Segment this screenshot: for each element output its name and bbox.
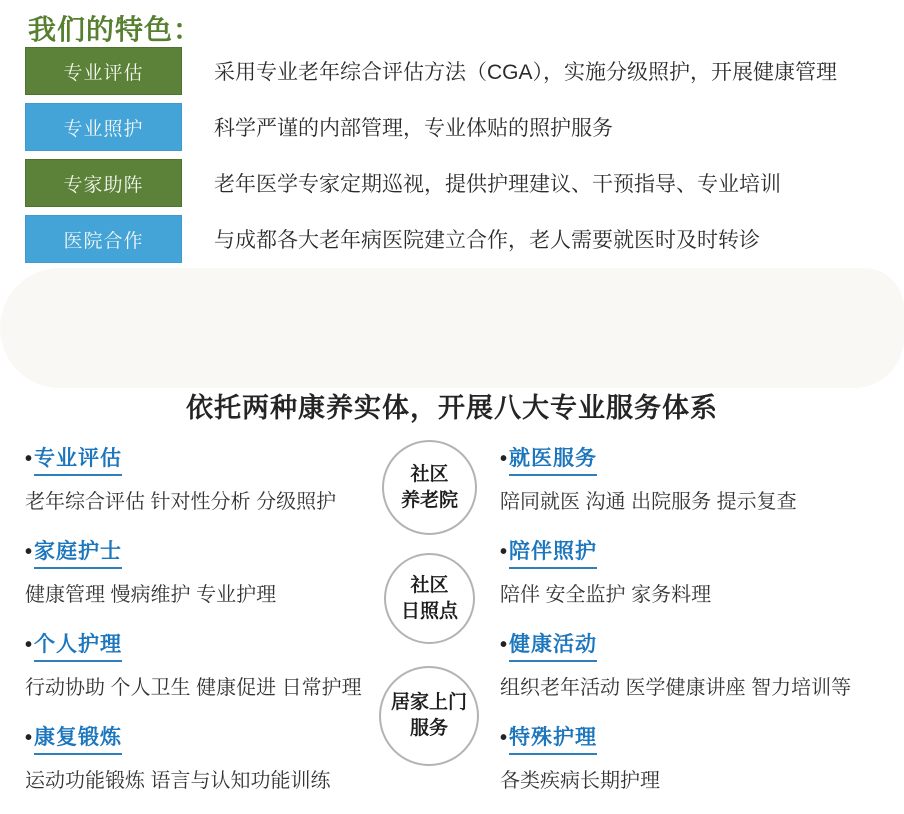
background-tint — [0, 268, 904, 388]
services-title: 依托两种康养实体，开展八大专业服务体系 — [186, 393, 718, 423]
entity-circle-community-daycare — [384, 553, 475, 644]
service-link-companion-care[interactable]: 陪伴照护 — [509, 535, 597, 569]
bullet-icon: • — [25, 634, 33, 656]
bullet-icon: • — [500, 727, 508, 749]
feature-label-box — [25, 159, 182, 207]
bullet-icon: • — [25, 541, 33, 563]
services-left-column — [25, 442, 375, 814]
feature-row — [25, 215, 885, 263]
service-link-health-activities[interactable]: 健康活动 — [509, 628, 597, 662]
service-link-special-nursing[interactable]: 特殊护理 — [509, 721, 597, 755]
entity-circle-community-nursing-home — [382, 440, 477, 535]
service-description: 行动协助 个人卫生 健康促进 日常护理 — [25, 677, 362, 699]
service-item — [25, 442, 375, 514]
entity-line: 社区 — [410, 463, 449, 485]
feature-label-box — [25, 215, 182, 263]
bullet-icon: • — [500, 448, 508, 470]
service-item — [500, 628, 880, 700]
service-description: 老年综合评估 针对性分析 分级照护 — [25, 491, 337, 513]
service-link-medical-escort[interactable]: 就医服务 — [509, 442, 597, 476]
service-link-professional-assessment[interactable]: 专业评估 — [34, 442, 122, 476]
service-item — [25, 721, 375, 793]
service-item — [500, 721, 880, 793]
service-item — [500, 442, 880, 514]
feature-label: 专家助阵 — [63, 174, 144, 196]
service-link-family-nurse[interactable]: 家庭护士 — [34, 535, 122, 569]
feature-label: 专业评估 — [63, 62, 144, 84]
bullet-icon: • — [25, 448, 33, 470]
service-description: 运动功能锻炼 语言与认知功能训练 — [25, 770, 331, 792]
service-link-rehab-exercise[interactable]: 康复锻炼 — [34, 721, 122, 755]
features-heading: 我们的特色： — [28, 14, 203, 45]
bullet-icon: • — [500, 541, 508, 563]
bullet-icon: • — [25, 727, 33, 749]
service-link-personal-care[interactable]: 个人护理 — [34, 628, 122, 662]
service-description: 陪同就医 沟通 出院服务 提示复查 — [500, 491, 797, 513]
services-right-column — [500, 442, 880, 814]
feature-description: 采用专业老年综合评估方法（CGA），实施分级照护，开展健康管理 — [214, 61, 838, 84]
service-description: 组织老年活动 医学健康讲座 智力培训等 — [500, 677, 852, 699]
entity-line: 居家上门 — [390, 692, 467, 714]
feature-row — [25, 103, 885, 151]
feature-label-box — [25, 103, 182, 151]
service-item — [500, 535, 880, 607]
service-description: 陪伴 安全监护 家务料理 — [500, 584, 712, 606]
feature-description: 老年医学专家定期巡视，提供护理建议、干预指导、专业培训 — [214, 173, 781, 196]
feature-row — [25, 159, 885, 207]
bullet-icon: • — [500, 634, 508, 656]
feature-description: 与成都各大老年病医院建立合作，老人需要就医时及时转诊 — [214, 229, 760, 252]
feature-label: 医院合作 — [63, 230, 144, 252]
entity-line: 养老院 — [400, 489, 458, 511]
entity-line: 日照点 — [400, 600, 458, 622]
service-description: 健康管理 慢病维护 专业护理 — [25, 584, 277, 606]
entity-line: 服务 — [409, 718, 448, 739]
feature-description: 科学严谨的内部管理，专业体贴的照护服务 — [214, 117, 613, 140]
feature-label-box — [25, 47, 182, 95]
entity-circle-home-visit-service — [379, 666, 479, 766]
feature-row — [25, 47, 885, 95]
service-item — [25, 628, 375, 700]
feature-label: 专业照护 — [63, 118, 144, 140]
service-description: 各类疾病长期护理 — [500, 770, 660, 792]
entity-line: 社区 — [410, 574, 449, 596]
service-item — [25, 535, 375, 607]
